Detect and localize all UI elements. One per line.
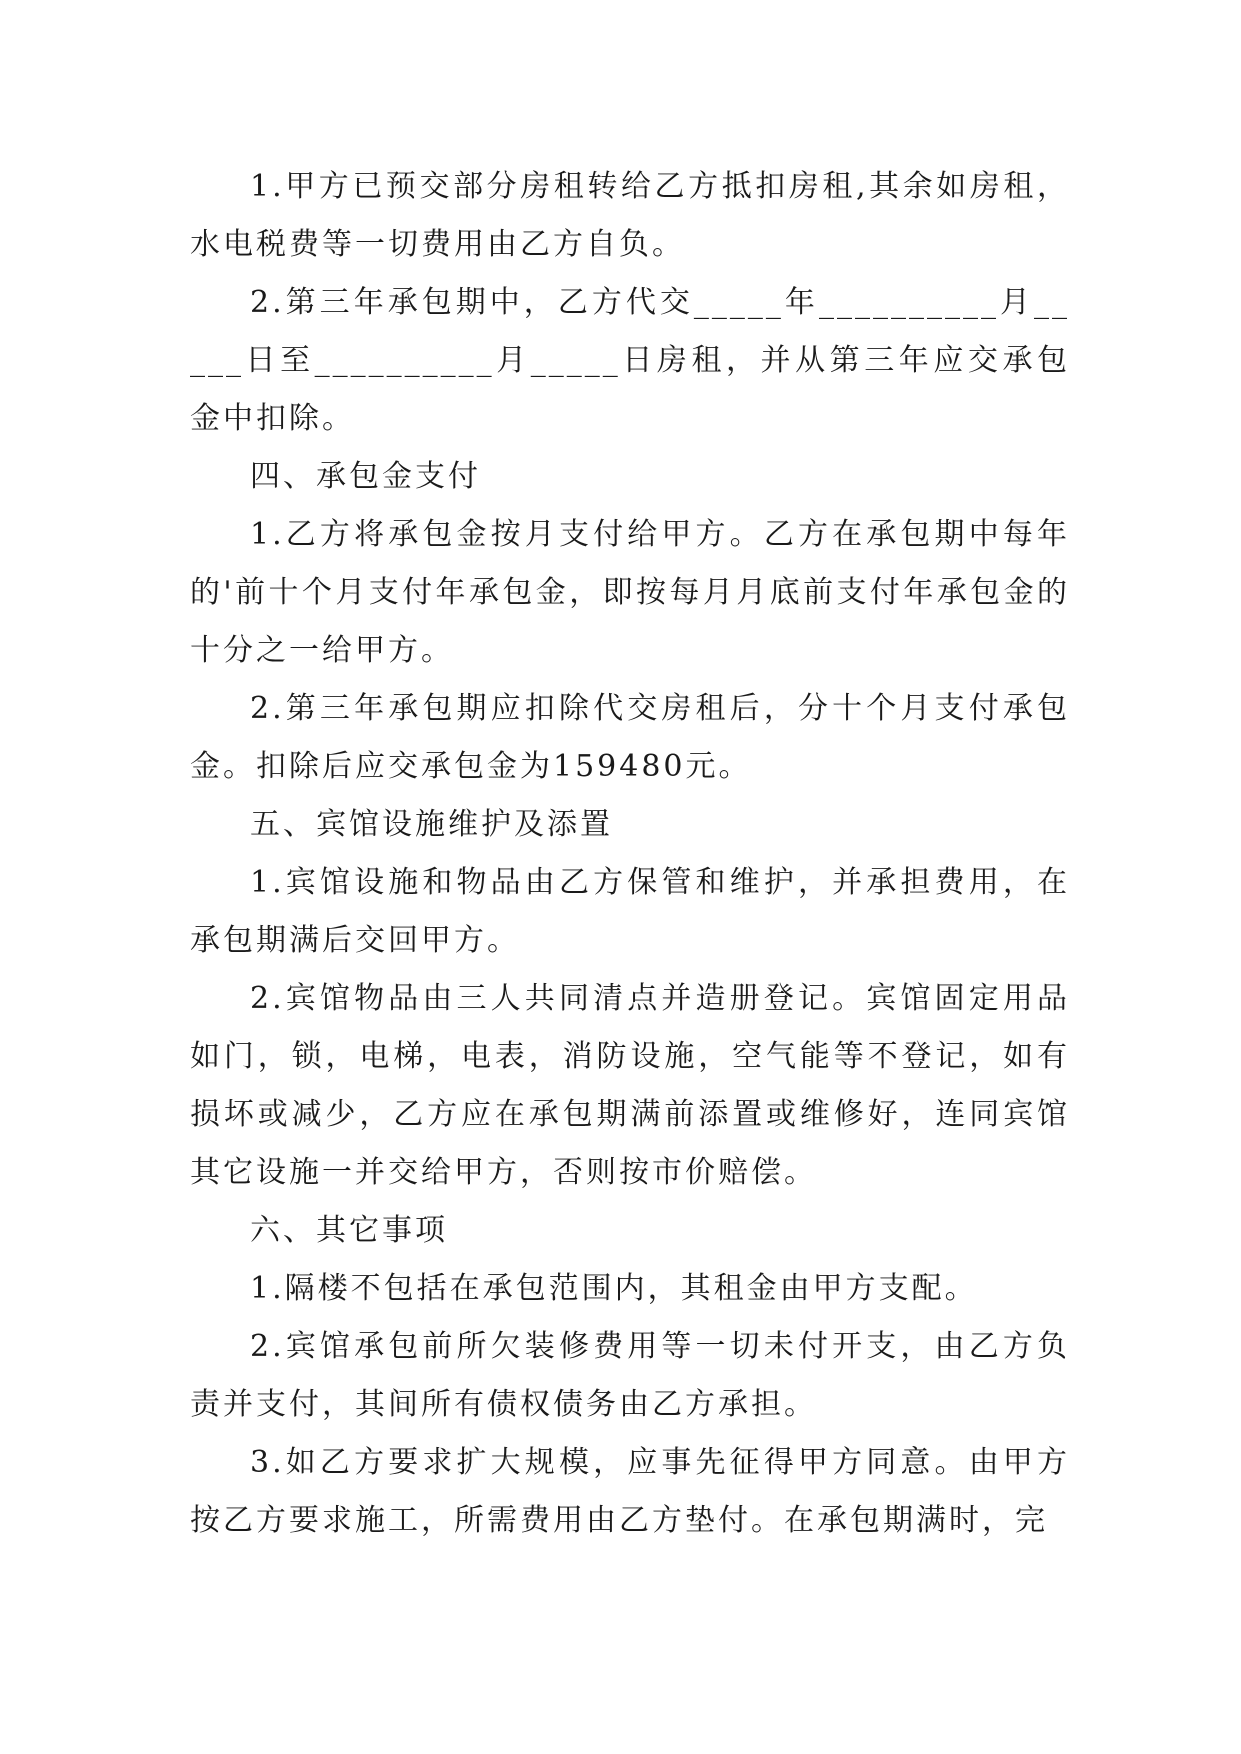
paragraph: 3.如乙方要求扩大规模，应事先征得甲方同意。由甲方按乙方要求施工，所需费用由乙方垫付。在承包期满时，完 [190, 1445, 1070, 1538]
document-body [190, 158, 1070, 1550]
section-heading: 五、宾馆设施维护及添置 [250, 807, 613, 842]
section-heading: 六、其它事项 [250, 1213, 448, 1248]
paragraph: 1.隔楼不包括在承包范围内，其租金由甲方支配。 [250, 1271, 978, 1306]
paragraph: 2.第三年承包期中，乙方代交_____年__________月_____日至__________月_____日房租，并从第三年应交承包金中扣除。 [190, 285, 1070, 436]
paragraph: 2.宾馆承包前所欠装修费用等一切未付开支，由乙方负责并支付，其间所有债权债务由乙方承担。 [190, 1329, 1070, 1422]
section-heading: 四、承包金支付 [250, 459, 481, 494]
paragraph: 2.宾馆物品由三人共同清点并造册登记。宾馆固定用品如门，锁，电梯，电表，消防设施，空气能等不登记，如有损坏或减少，乙方应在承包期满前添置或维修好，连同宾馆其它设施一并交给甲方，否则按市价赔偿。 [190, 981, 1070, 1190]
paragraph: 1.乙方将承包金按月支付给甲方。乙方在承包期中每年的'前十个月支付年承包金，即按每月月底前支付年承包金的十分之一给甲方。 [190, 517, 1070, 668]
paragraph: 2.第三年承包期应扣除代交房租后，分十个月支付承包金。扣除后应交承包金为159480元。 [190, 691, 1070, 784]
paragraph: 1.甲方已预交部分房租转给乙方抵扣房租,其余如房租，水电税费等一切费用由乙方自负。 [190, 169, 1070, 262]
paragraph: 1.宾馆设施和物品由乙方保管和维护，并承担费用，在承包期满后交回甲方。 [190, 865, 1070, 958]
